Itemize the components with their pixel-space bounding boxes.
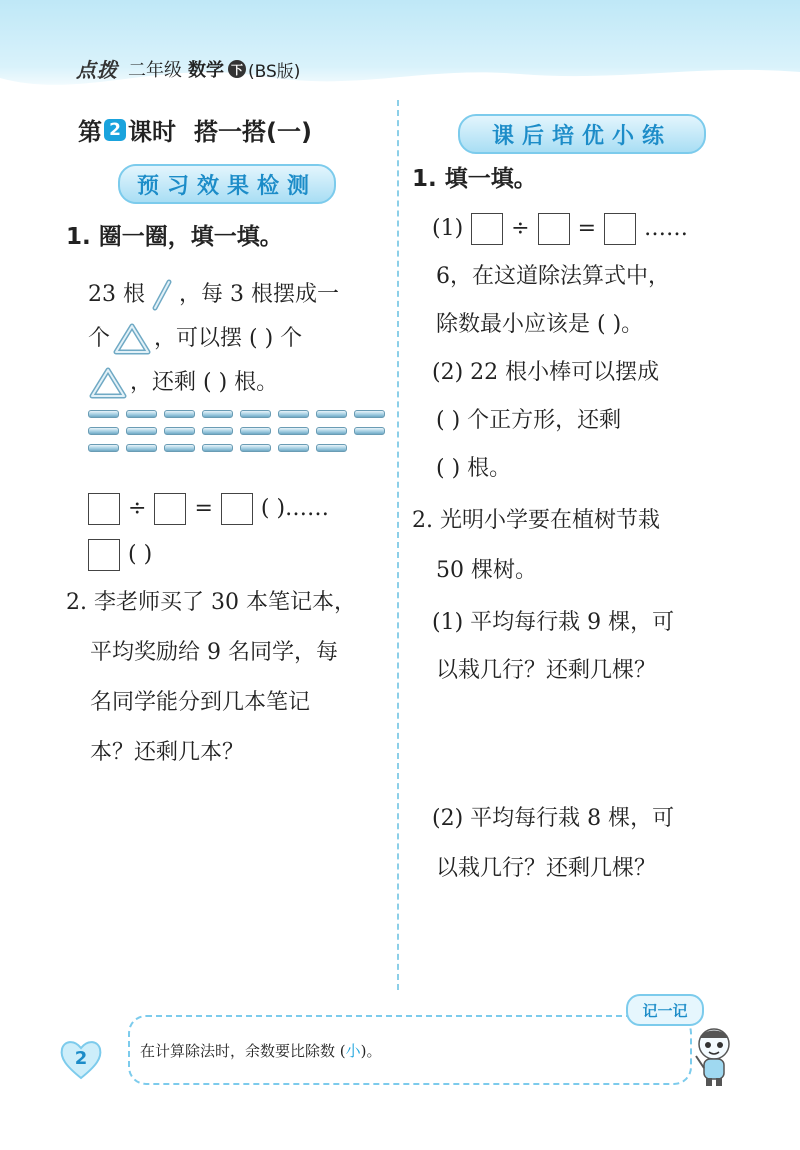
answer-box[interactable]	[604, 213, 636, 245]
stick	[164, 427, 195, 435]
grade-label: 二年级	[128, 60, 182, 81]
lesson-suffix: 课时	[128, 118, 176, 146]
section-title-practice: 课后培优小练	[458, 114, 706, 154]
right-q2-line2: 50 棵树。	[436, 558, 537, 583]
memo-text-before: 在计算除法时，余数要比除数 (	[140, 1042, 346, 1060]
lesson-number-badge: 2	[104, 119, 126, 141]
column-divider	[397, 100, 399, 990]
stick	[88, 444, 119, 452]
header-wave-decoration	[0, 60, 800, 100]
right-q2-p1-line2: 以栽几行？还剩几棵？	[436, 658, 657, 683]
lesson-prefix: 第	[78, 118, 102, 146]
equals-sign: =	[577, 216, 597, 241]
answer-box[interactable]	[88, 493, 120, 525]
right-q2-p2-line1: (2) 平均每行栽 8 棵，可	[432, 806, 675, 831]
answer-box[interactable]	[154, 493, 186, 525]
triangle-icon	[112, 322, 152, 356]
right-q1-heading: 1. 填一填。	[412, 166, 537, 192]
page-header	[0, 0, 800, 95]
stick	[126, 427, 157, 435]
divide-sign: ÷	[128, 496, 147, 521]
page-number: 2	[74, 1047, 88, 1069]
brand-logo: 点拨	[76, 58, 118, 82]
left-q1-heading: 1. 圈一圈，填一填。	[66, 224, 283, 250]
stick	[126, 444, 157, 452]
text: ，可以摆 ( ) 个	[154, 326, 303, 351]
left-q2-line1: 2. 李老师买了 30 本笔记本，	[66, 590, 356, 615]
stick-row	[88, 444, 385, 452]
section-title-preview: 预习效果检测	[118, 164, 336, 204]
memo-text-after: )。	[360, 1042, 382, 1060]
stick	[202, 410, 233, 418]
triangle-icon	[88, 366, 128, 400]
lesson-name: 搭一搭(一)	[194, 118, 312, 146]
right-q2-p1-line1: (1) 平均每行栽 9 棵，可	[432, 610, 675, 635]
subject-label: 数学	[188, 60, 224, 81]
stick	[316, 427, 347, 435]
stick-row	[88, 410, 385, 418]
right-q1-p1-line1	[432, 202, 688, 256]
sticks-grid	[88, 410, 385, 461]
stick-icon	[149, 278, 175, 312]
memo-answer: 小	[345, 1042, 361, 1060]
right-q1-p1-line3: 除数最小应该是 ( )。	[436, 312, 644, 337]
divide-sign: ÷	[511, 216, 530, 241]
text: ，每 3 根摆成一	[179, 282, 339, 307]
stick	[164, 444, 195, 452]
stick	[278, 427, 309, 435]
memo-tag: 记一记	[626, 994, 704, 1026]
left-q2-line3: 名同学能分到几本笔记	[90, 690, 311, 715]
stick	[88, 410, 119, 418]
text: 个	[88, 326, 111, 351]
stick	[126, 410, 157, 418]
text: ，还剩 ( ) 根。	[130, 370, 279, 395]
lesson-title	[78, 112, 312, 147]
stick	[164, 410, 195, 418]
unit-blank: ( )……	[260, 496, 330, 521]
right-q1-p2-line2: ( ) 个正方形，还剩	[436, 408, 622, 433]
left-q1-remainder	[88, 528, 152, 582]
edition-label: (BS版)	[248, 61, 301, 82]
answer-box[interactable]	[471, 213, 503, 245]
right-q2-line1: 2. 光明小学要在植树节栽	[412, 508, 660, 533]
stick	[316, 410, 347, 418]
answer-box[interactable]	[221, 493, 253, 525]
stick	[240, 427, 271, 435]
part-label: (1)	[432, 216, 464, 241]
volume-badge: 下	[228, 60, 246, 78]
equals-sign: =	[194, 496, 213, 521]
answer-box[interactable]	[538, 213, 570, 245]
ellipsis: ……	[644, 216, 689, 241]
right-q1-p1-line2: 6，在这道除法算式中，	[436, 264, 670, 289]
stick	[316, 444, 347, 452]
memo-text	[140, 1040, 382, 1061]
stick	[202, 427, 233, 435]
left-q1-line3	[88, 356, 278, 410]
stick	[278, 444, 309, 452]
stick	[202, 444, 233, 452]
left-q2-line4: 本？还剩几本？	[90, 740, 245, 765]
stick	[88, 427, 119, 435]
unit-blank: ( )	[128, 542, 153, 567]
stick	[354, 427, 385, 435]
right-q1-p2-line1: (2) 22 根小棒可以摆成	[432, 360, 660, 385]
mascot-icon	[690, 1026, 736, 1088]
book-title	[128, 56, 300, 82]
answer-box[interactable]	[88, 539, 120, 571]
text: 23 根	[88, 282, 145, 307]
stick	[354, 410, 385, 418]
stick	[278, 410, 309, 418]
left-q2-line2: 平均奖励给 9 名同学，每	[90, 640, 338, 665]
right-q1-p2-line3: ( ) 根。	[436, 456, 512, 481]
stick	[240, 410, 271, 418]
right-q2-p2-line2: 以栽几行？还剩几棵？	[436, 856, 657, 881]
stick	[240, 444, 271, 452]
stick-row	[88, 427, 385, 435]
